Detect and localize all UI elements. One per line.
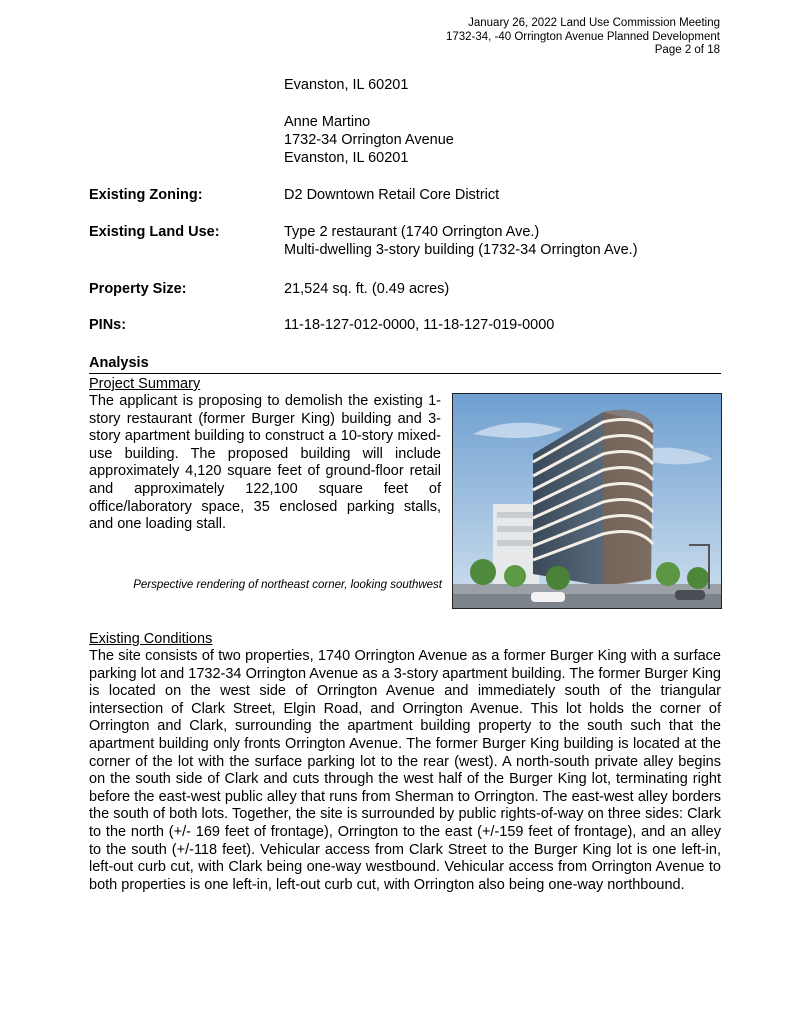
- project-summary-text: The applicant is proposing to demolish the existing 1-story restaurant (former Burger King) building and 3-story apartment building to construct a 10-story mixed-use building. The proposed building will include approximately 4,120 square feet of ground-floor retail and approximately 122,100 square feet of office/laboratory space, 35 enclosed parking stalls, and one loading stall.: [89, 393, 441, 533]
- pins-value: 11-18-127-012-0000, 11-18-127-019-0000: [284, 317, 555, 333]
- zoning-value: D2 Downtown Retail Core District: [284, 187, 500, 203]
- property-size-label: Property Size:: [89, 281, 187, 297]
- header-meeting-line: January 26, 2022 Land Use Commission Meeting: [468, 17, 720, 29]
- existing-conditions-heading: Existing Conditions: [89, 631, 213, 647]
- header-project-line: 1732-34, -40 Orrington Avenue Planned Development: [445, 30, 720, 43]
- owner-city-1: Evanston, IL 60201: [284, 77, 409, 93]
- analysis-heading: Analysis: [89, 354, 721, 374]
- land-use-label: Existing Land Use:: [89, 224, 220, 240]
- owner-name-2: Anne Martino: [284, 114, 371, 130]
- land-use-value-2: Multi-dwelling 3-story building (1732-34 Orrington Ave.): [284, 242, 638, 258]
- building-rendering-image: [452, 393, 722, 609]
- property-size-value: 21,524 sq. ft. (0.49 acres): [284, 281, 450, 297]
- zoning-label: Existing Zoning:: [89, 187, 203, 203]
- existing-conditions-text: The site consists of two properties, 1740 Orrington Avenue as a former Burger King with a surface parking lot and 1732-34 Orrington Avenue as a 3-story apartment building. The former Burger King is located on the west side of Orrington Avenue and immediately south of the triangular intersection of Clark Street, Elgin Road, and Orrington Avenue. This lot holds the corner of Orrington and Clark, surrounding the apartment building property to the south such that the apartment building only fronts Orrington Avenue. The former Burger King building is located at the corner of the lot with the surface parking lot to the rear (west). A north-south private alley begins on the south side of Clark and cuts through the west half of the Burger King lot, terminating right before the east-west public alley that runs from Sherman to Orrington. The east-west alley borders the south of both lots. Together, the site is surrounded by public rights-of-way on three sides: Clark to the north (+/- 169 feet of frontage), Orrington to the east (+/-159 feet of frontage), and an alley to the south (+/-118 feet). Vehicular access from Clark Street to the Burger King lot is one left-in, left-out curb cut, with Clark being one-way westbound. Vehicular access from Orrington Avenue to both properties is one left-in, left-out curb cut, with Orrington also being one-way northbound.: [89, 648, 721, 893]
- pins-label: PINs:: [89, 317, 127, 333]
- land-use-value-1: Type 2 restaurant (1740 Orrington Ave.): [284, 224, 540, 240]
- land-use-value: [284, 223, 638, 259]
- owner-address-2: 1732-34 Orrington Avenue: [284, 132, 454, 148]
- header-page-number: Page 2 of 18: [654, 44, 720, 56]
- page-header: [446, 17, 720, 58]
- image-caption: Perspective rendering of northeast corner, looking southwest: [133, 579, 442, 591]
- project-summary-heading: Project Summary: [89, 376, 201, 392]
- owner-city-2: Evanston, IL 60201: [284, 150, 409, 166]
